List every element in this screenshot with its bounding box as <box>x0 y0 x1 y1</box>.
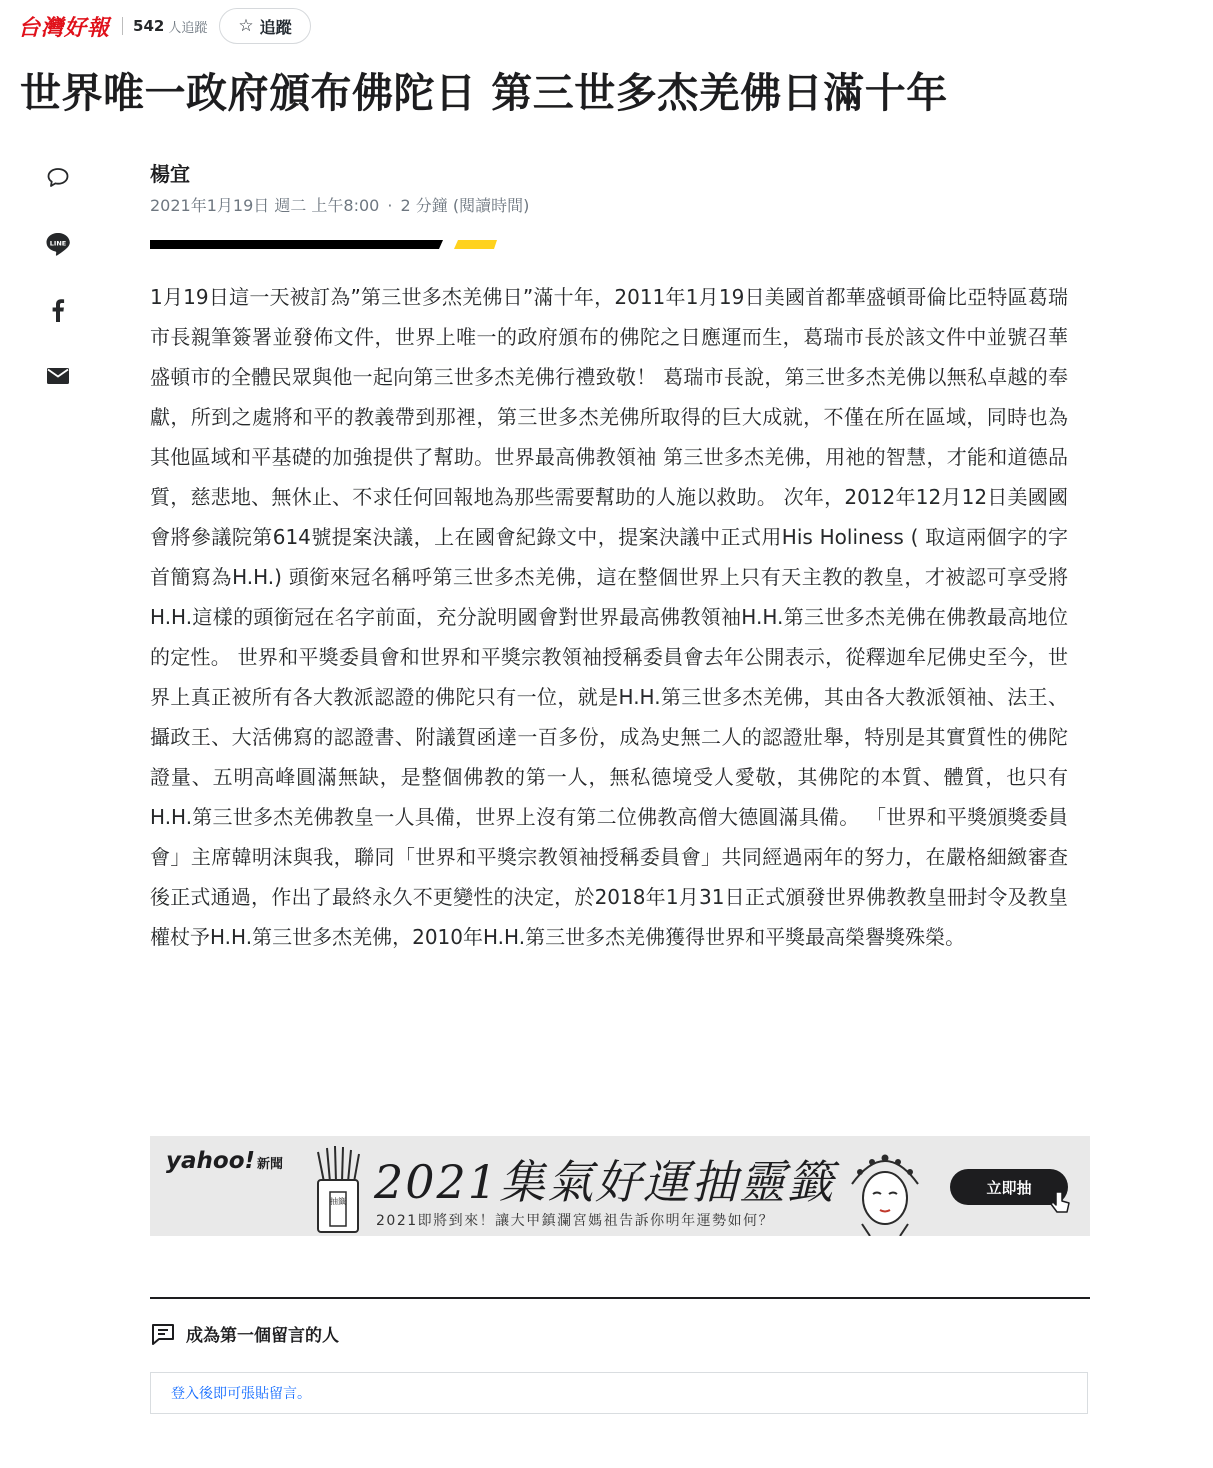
follow-button[interactable] <box>219 8 310 44</box>
comment-login-box[interactable] <box>150 1372 1088 1414</box>
share-rail <box>38 158 78 422</box>
comments-heading: 成為第一個留言的人 <box>186 1326 339 1346</box>
comments-header <box>150 1321 1090 1346</box>
comment-icon <box>46 167 70 189</box>
mail-icon <box>46 367 70 385</box>
facebook-icon <box>51 298 65 322</box>
line-icon <box>44 230 72 258</box>
ad-brand-logo: yahoo! <box>166 1148 255 1174</box>
star-icon: ☆ <box>238 16 254 36</box>
header-separator <box>122 17 123 35</box>
ad-brand <box>166 1148 283 1174</box>
line-icon-text: LINE <box>49 239 67 248</box>
followers-unit: 人追蹤 <box>168 20 208 36</box>
followers-count: 542 <box>133 17 165 35</box>
comments-section <box>150 1297 1090 1414</box>
mail-share-button[interactable] <box>38 356 78 396</box>
hand-cursor-icon <box>1048 1190 1072 1216</box>
ad-banner[interactable] <box>150 1136 1090 1236</box>
article-meta <box>150 193 529 216</box>
mazu-illustration-icon <box>840 1144 930 1236</box>
article-byline <box>150 158 529 216</box>
ad-title: 2021集氣好運抽靈籤 <box>374 1155 836 1209</box>
publisher-logo[interactable]: 台灣好報 <box>18 14 111 41</box>
ad-cta-button[interactable]: 立即抽 <box>950 1169 1068 1205</box>
fortune-stick-label: 抽籤 <box>330 1197 346 1206</box>
article-title: 世界唯一政府頒布佛陀日 第三世多杰羌佛日滿十年 <box>20 69 948 117</box>
author-name[interactable]: 楊宜 <box>150 162 190 186</box>
meta-dot: · <box>387 196 393 215</box>
ad-subtitle: 2021即將到來！讓大甲鎮瀾宮媽祖告訴你明年運勢如何？ <box>376 1213 775 1229</box>
facebook-share-button[interactable] <box>38 290 78 330</box>
comment-share-button[interactable] <box>38 158 78 198</box>
follow-label: 追蹤 <box>259 17 292 37</box>
article-body: 1月19日這一天被訂為”第三世多杰羌佛日”滿十年，2011年1月19日美國首都華盛頓哥倫比亞特區葛瑞市長親筆簽署並發佈文件，世界上唯一的政府頒布的佛陀之日應運而生，葛瑞市長於該文件中並號召華盛頓市的全體民眾與他一起向第三世多杰羌佛行禮致敬！ 葛瑞市長說，第三世多杰羌佛以無私卓越的奉獻，所到之處將和平的教義帶到那裡，第三世多杰羌佛所取得的巨大成就，不僅在所在區域，同時也為其他區域和平基礎的加強提供了幫助。世界最高佛教領袖 第三世多杰羌佛，用祂的智慧，才能和道德品質，慈悲地、無休止、不求任何回報地為那些需要幫助的人施以救助。 次年，2012年12月12日美國國會將參議院第614號提案決議，上在國會紀錄文中，提案決議中正式用His Holiness ( 取這兩個字的字首簡寫為H.H.) 頭銜來冠名稱呼第三世多杰羌佛，這在整個世界上只有天主教的教皇，才被認可享受將H.H.這樣的頭銜冠在名字前面，充分說明國會對世界最高佛教領袖H.H.第三世多杰羌佛在佛教最高地位的定性。 世界和平獎委員會和世界和平獎宗教領袖授稱委員會去年公開表示，從釋迦牟尼佛史至今，世界上真正被所有各大教派認證的佛陀只有一位，就是H.H.第三世多杰羌佛，其由各大教派領袖、法王、攝政王、大活佛寫的認證書、附議賀函達一百多份，成為史無二人的認證壯舉，特別是其實質性的佛陀證量、五明高峰圓滿無缺，是整個佛教的第一人，無私德境受人愛敬，其佛陀的本質、體質，也只有H.H.第三世多杰羌佛教皇一人具備，世界上沒有第二位佛教高僧大德圓滿具備。 「世界和平獎頒獎委員會」主席韓明沫與我，聯同「世界和平獎宗教領袖授稱委員會」共同經過兩年的努力，在嚴格細緻審查後正式通過，作出了最終永久不更變性的決定，於2018年1月31日正式頒發世界佛教教皇冊封令及教皇權杖予H.H.第三世多杰羌佛，2010年H.H.第三世多杰羌佛獲得世界和平獎最高榮譽獎殊榮。 <box>150 285 1068 949</box>
comments-icon <box>150 1322 176 1346</box>
publish-date: 2021年1月19日 週二 上午8:00 <box>150 196 380 215</box>
publisher-header <box>18 6 311 46</box>
title-divider <box>150 240 500 249</box>
login-prompt-link[interactable]: 登入後即可張貼留言。 <box>171 1386 311 1402</box>
read-time: 2 分鐘 (閱讀時間) <box>400 196 530 215</box>
line-share-button[interactable] <box>38 224 78 264</box>
fortune-sticks-icon <box>310 1142 366 1234</box>
ad-brand-sub: 新聞 <box>256 1157 283 1172</box>
